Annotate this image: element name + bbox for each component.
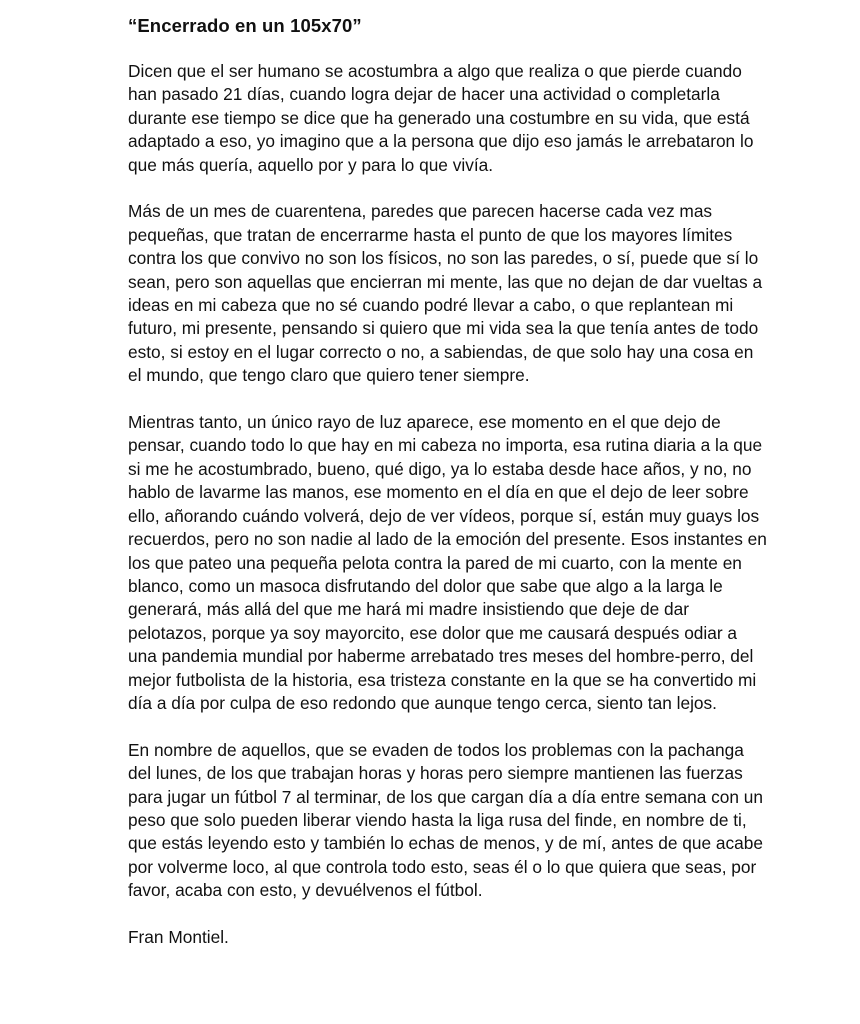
paragraph-1: Dicen que el ser humano se acostumbra a algo que realiza o que pierde cuando han pasado 21 días, cuando logra dejar de hacer una actividad o completarla durante ese tiempo se dice que ha generado una costumbre en su vida, que está adaptado a eso, yo imagino que a la persona que dijo eso jamás le arrebataron lo que más quería, aquello por y para lo que vivía. xyxy=(128,61,754,175)
paragraph-3: Mientras tanto, un único rayo de luz aparece, ese momento en el que dejo de pensar, cuando todo lo que hay en mi cabeza no importa, esa rutina diaria a la que si me he acostumbrado, bueno, qué digo, ya lo estaba desde hace años, y no, no hablo de lavarme las manos, ese momento en el día en que el dejo de leer sobre ello, añorando cuándo volverá, dejo de ver vídeos, porque sí, están muy guays los recuerdos, pero no son nadie al lado de la emoción del presente. Esos instantes en los que pateo una pequeña pelota contra la pared de mi cuarto, con la mente en blanco, como un masoca disfrutando del dolor que sabe que algo a la larga le generará, más allá del que me hará mi madre insistiendo que deje de dar pelotazos, porque ya soy mayorcito, ese dolor que me causará después odiar a una pandemia mundial por haberme arrebatado tres meses del hombre-perro, del mejor futbolista de la historia, esa tristeza constante en la que se ha convertido mi día a día por culpa de eso redondo que aunque tengo cerca, siento tan lejos. xyxy=(128,412,767,713)
author-signature: Fran Montiel. xyxy=(128,926,229,947)
document-title: “Encerrado en un 105x70” xyxy=(128,15,362,36)
paragraph-2: Más de un mes de cuarentena, paredes que parecen hacerse cada vez mas pequeñas, que tratan de encerrarme hasta el punto de que los mayores límites contra los que convivo no son los físicos, no son las paredes, o sí, puede que sí lo sean, pero son aquellas que encierran mi mente, las que no dejan de dar vueltas a ideas en mi cabeza que no sé cuando podré llevar a cabo, o que replantean mi futuro, mi presente, pensando si quiero que mi vida sea la que tenía antes de todo esto, si estoy en el lugar correcto o no, a sabiendas, de que solo hay una cosa en el mundo, que tengo claro que quiero tener siempre. xyxy=(128,201,763,386)
document-body xyxy=(128,14,768,949)
paragraph-4: En nombre de aquellos, que se evaden de todos los problemas con la pachanga del lunes, de los que trabajan horas y horas pero siempre mantienen las fuerzas para jugar un fútbol 7 al terminar, de los que cargan día a día entre semana con un peso que solo pueden liberar viendo hasta la liga rusa del finde, en nombre de ti, que estás leyendo esto y también lo echas de menos, y de mí, antes de que acabe por volverme loco, al que controla todo esto, seas él o lo que quiera que seas, por favor, acaba con esto, y devuélvenos el fútbol. xyxy=(128,739,764,901)
